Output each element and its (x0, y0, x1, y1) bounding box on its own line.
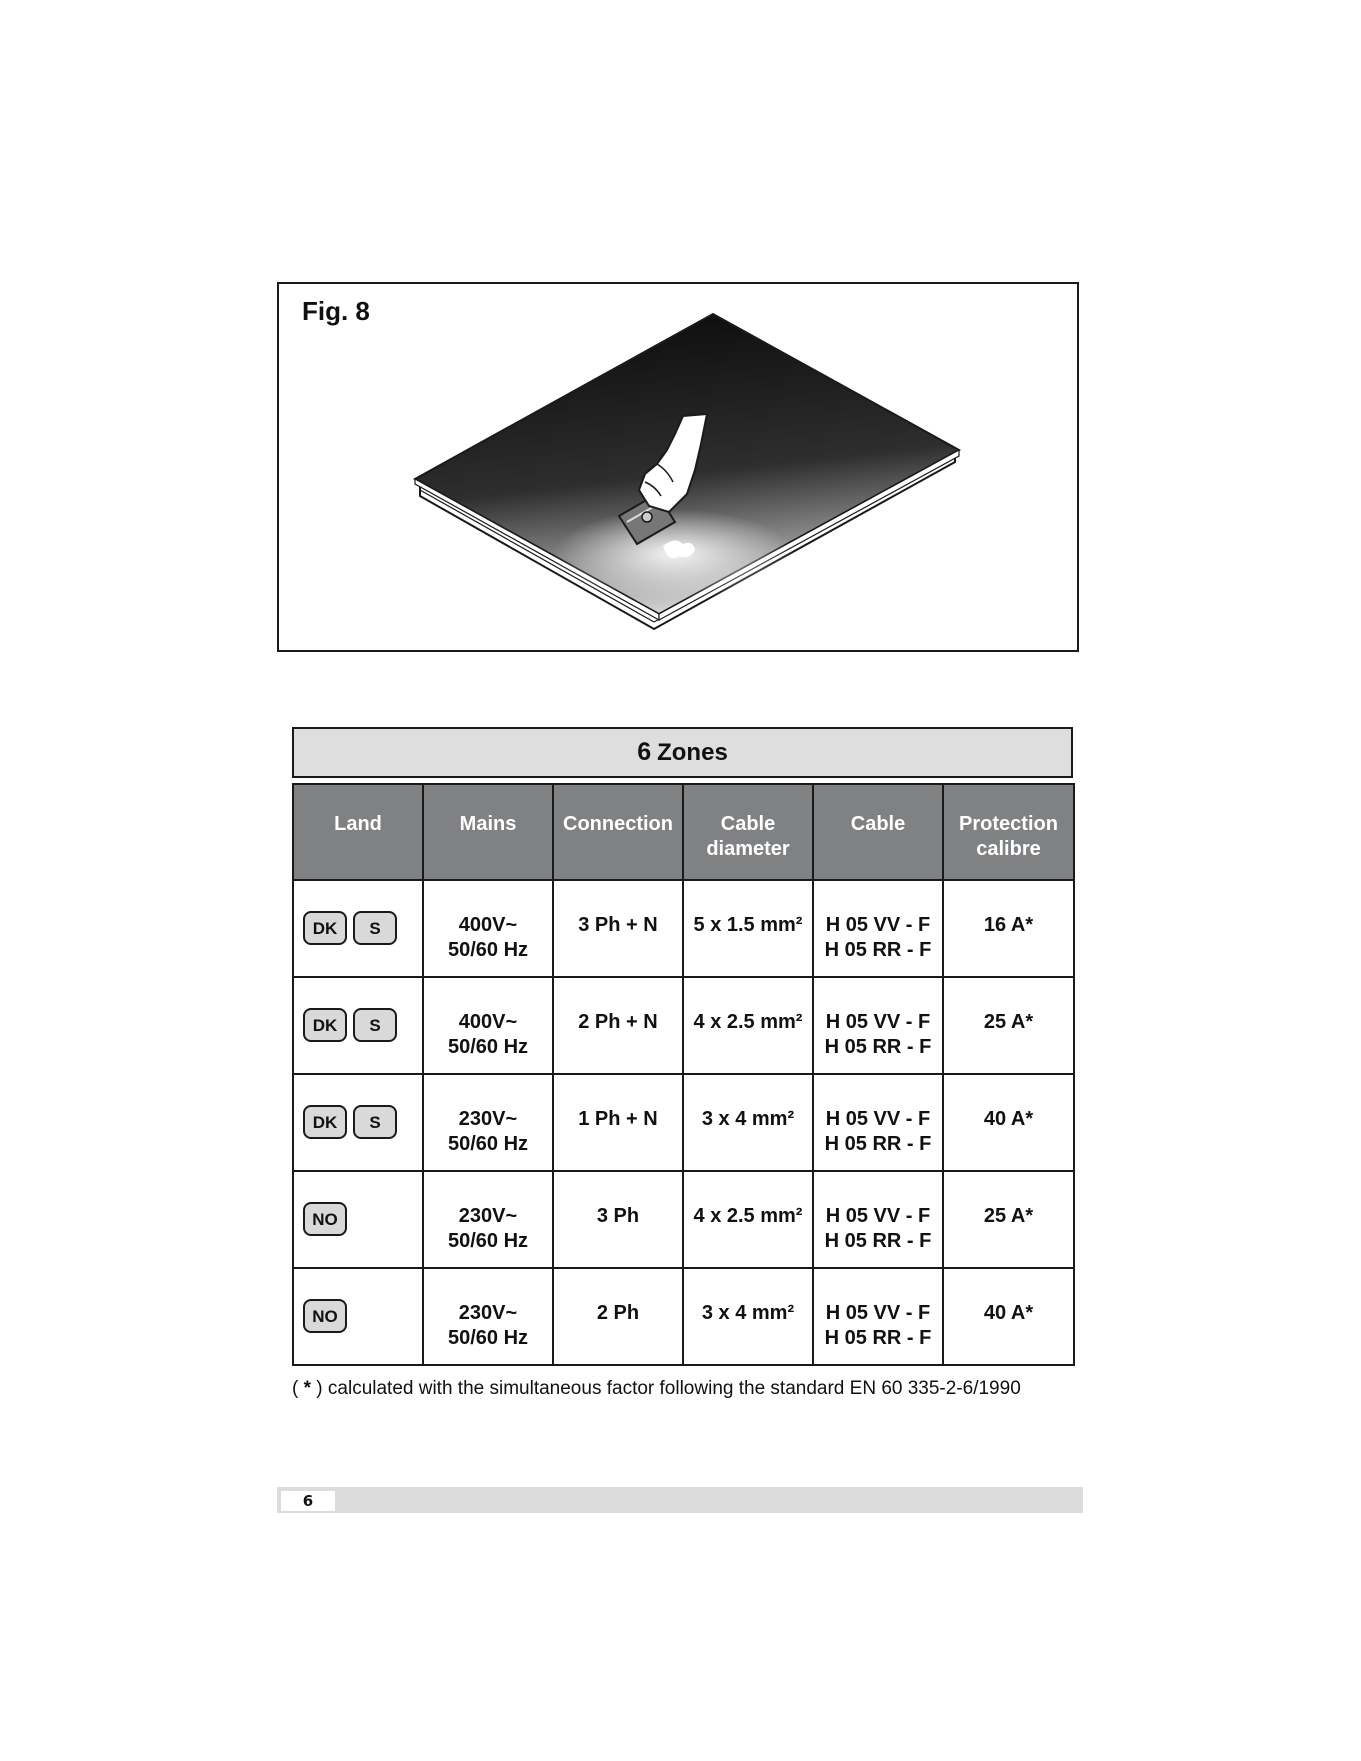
connection-cell (553, 977, 683, 1074)
hob-scraper-illustration (279, 284, 1077, 650)
country-code-badge: S (353, 1008, 397, 1042)
table-row (293, 1074, 1074, 1171)
mains-cell-text: 230V~ (458, 1302, 518, 1324)
country-code-badge: NO (303, 1202, 347, 1236)
column-header (423, 784, 553, 880)
diameter-cell (683, 1074, 813, 1171)
column-header-line1: Cable (850, 813, 906, 835)
cable-cell-text: H 05 VV - F (825, 1011, 931, 1033)
protection-cell-text: 40 A* (983, 1302, 1034, 1324)
column-header-line1: Mains (459, 813, 517, 835)
specification-table (292, 783, 1075, 1366)
connection-cell-text: 2 Ph + N (578, 1011, 658, 1033)
land-cell (293, 1171, 423, 1268)
table-header-row (293, 784, 1074, 880)
table-row (293, 1171, 1074, 1268)
column-header-line1: Protection (959, 813, 1058, 835)
protection-cell-text: 25 A* (983, 1205, 1034, 1227)
mains-cell-text: 400V~ (458, 914, 518, 936)
cable-cell-text: H 05 RR - F (824, 1327, 932, 1349)
diameter-cell (683, 977, 813, 1074)
column-header-line2: diameter (706, 838, 790, 860)
country-code-badge: DK (303, 911, 347, 945)
cable-cell-text: H 05 RR - F (824, 1133, 932, 1155)
zones-title (292, 727, 1073, 778)
cable-cell (813, 1171, 943, 1268)
diameter-cell (683, 1268, 813, 1365)
country-code-badge: DK (303, 1008, 347, 1042)
mains-cell (423, 1268, 553, 1365)
diameter-cell-text: 3 x 4 mm² (701, 1108, 795, 1130)
cable-cell (813, 1074, 943, 1171)
footnote-open: ( (292, 1378, 304, 1399)
column-header (683, 784, 813, 880)
country-code-badge: S (353, 911, 397, 945)
cable-cell-text: H 05 VV - F (825, 1205, 931, 1227)
mains-cell (423, 1074, 553, 1171)
cable-cell (813, 977, 943, 1074)
cable-cell-text: H 05 RR - F (824, 939, 932, 961)
mains-cell (423, 977, 553, 1074)
column-header-line1: Cable (720, 813, 776, 835)
column-header (813, 784, 943, 880)
table-body (293, 880, 1074, 1365)
cable-cell-text: H 05 VV - F (825, 1108, 931, 1130)
protection-cell (943, 1171, 1074, 1268)
table-row (293, 977, 1074, 1074)
connection-cell-text: 3 Ph (596, 1205, 640, 1227)
cable-cell (813, 880, 943, 977)
land-cell (293, 1268, 423, 1365)
figure-label: Fig. 8 (302, 296, 370, 326)
country-code-badge: S (353, 1105, 397, 1139)
column-header-line2: calibre (976, 838, 1041, 860)
footnote-text: ) calculated with the simultaneous factor following the standard EN 60 335-2-6/1990 (311, 1378, 1021, 1399)
connection-cell (553, 1268, 683, 1365)
figure-box (277, 282, 1079, 652)
diameter-cell-text: 3 x 4 mm² (701, 1302, 795, 1324)
mains-cell (423, 880, 553, 977)
cable-cell-text: H 05 VV - F (825, 914, 931, 936)
mains-cell-text: 50/60 Hz (447, 1036, 529, 1058)
footnote-star: * (303, 1378, 312, 1399)
protection-cell-text: 16 A* (983, 914, 1034, 936)
country-code-badge: NO (303, 1299, 347, 1333)
connection-cell-text: 2 Ph (596, 1302, 640, 1324)
column-header-line1: Connection (563, 813, 673, 835)
mains-cell-text: 230V~ (458, 1205, 518, 1227)
protection-cell (943, 880, 1074, 977)
connection-cell-text: 3 Ph + N (578, 914, 658, 936)
footnote (292, 1378, 1092, 1400)
column-header (943, 784, 1074, 880)
mains-cell-text: 50/60 Hz (447, 1327, 529, 1349)
mains-cell-text: 50/60 Hz (447, 1230, 529, 1252)
protection-cell-text: 25 A* (983, 1011, 1034, 1033)
protection-cell-text: 40 A* (983, 1108, 1034, 1130)
protection-cell (943, 977, 1074, 1074)
table-row (293, 880, 1074, 977)
cable-cell-text: H 05 RR - F (824, 1036, 932, 1058)
zones-number: 6 (637, 738, 652, 766)
cable-cell-text: H 05 RR - F (824, 1230, 932, 1252)
protection-cell (943, 1268, 1074, 1365)
mains-cell (423, 1171, 553, 1268)
mains-cell-text: 50/60 Hz (447, 939, 529, 961)
footer-bar (277, 1487, 1083, 1513)
page-number: 6 (281, 1491, 335, 1511)
diameter-cell (683, 880, 813, 977)
connection-cell (553, 1171, 683, 1268)
mains-cell-text: 400V~ (458, 1011, 518, 1033)
connection-cell-text: 1 Ph + N (578, 1108, 658, 1130)
protection-cell (943, 1074, 1074, 1171)
column-header (553, 784, 683, 880)
zones-text: Zones (657, 738, 728, 766)
diameter-cell-text: 4 x 2.5 mm² (693, 1205, 803, 1227)
column-header-line1: Land (334, 813, 382, 835)
land-cell (293, 977, 423, 1074)
diameter-cell-text: 5 x 1.5 mm² (693, 914, 803, 936)
mains-cell-text: 50/60 Hz (447, 1133, 529, 1155)
connection-cell (553, 1074, 683, 1171)
diameter-cell-text: 4 x 2.5 mm² (693, 1011, 803, 1033)
cable-cell (813, 1268, 943, 1365)
land-cell (293, 880, 423, 977)
cable-cell-text: H 05 VV - F (825, 1302, 931, 1324)
column-header (293, 784, 423, 880)
land-cell (293, 1074, 423, 1171)
diameter-cell (683, 1171, 813, 1268)
table-row (293, 1268, 1074, 1365)
mains-cell-text: 230V~ (458, 1108, 518, 1130)
connection-cell (553, 880, 683, 977)
country-code-badge: DK (303, 1105, 347, 1139)
